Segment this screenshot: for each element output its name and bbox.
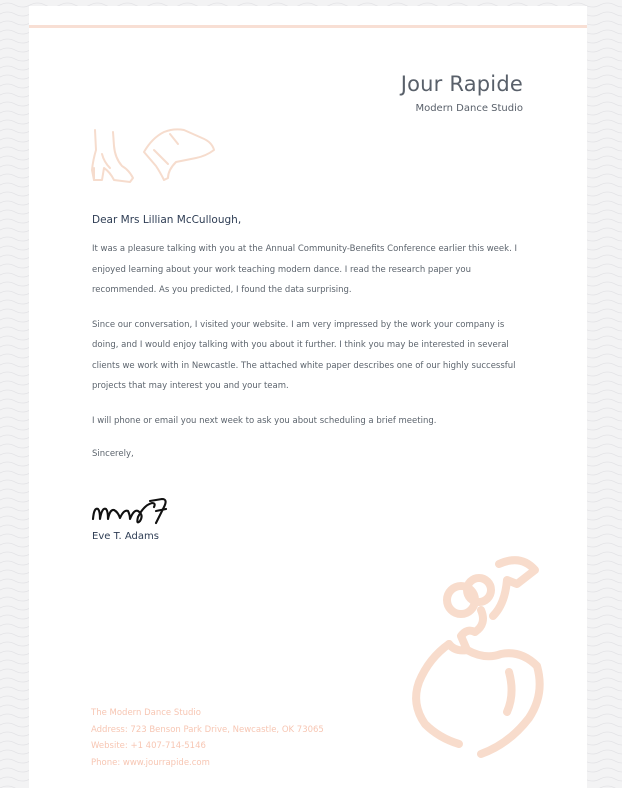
letter-paragraph: Since our conversation, I visited your website. I am very impressed by the work your company is doing, and I would enjoy talking with you about it further. I think you may be interested in several clients we work with in Newcastle. The attached white paper describes one of our highly successful projects that may interest you and your team. xyxy=(92,319,516,391)
brand-name: Jour Rapide xyxy=(400,72,523,96)
top-accent-rule xyxy=(29,25,587,28)
letter-body xyxy=(92,214,532,459)
footer-phone: Phone: www.jourrapide.com xyxy=(91,757,210,768)
salutation: Dear Mrs Lillian McCullough, xyxy=(92,214,242,226)
letter-page xyxy=(29,6,587,788)
footer-website: Website: +1 407-714-5146 xyxy=(91,741,206,751)
footer-address: Address: 723 Benson Park Drive, Newcastle, OK 73065 xyxy=(91,724,324,735)
dancer-icon xyxy=(389,554,549,764)
closing: Sincerely, xyxy=(92,449,134,459)
signature-icon xyxy=(90,495,176,529)
footer-contact xyxy=(91,705,324,771)
letter-paragraph: It was a pleasure talking with you at the Annual Community-Benefits Conference earlier this week. I enjoyed learning about your work teaching modern dance. I read the research paper you recommended. As you predicted, I found the data surprising. xyxy=(92,244,517,295)
footer-company: The Modern Dance Studio xyxy=(91,708,201,718)
letter-paragraph: I will phone or email you next week to ask you about scheduling a brief meeting. xyxy=(92,415,437,426)
brand-subtitle: Modern Dance Studio xyxy=(415,103,523,114)
shoes-icon xyxy=(88,120,220,190)
signer-name: Eve T. Adams xyxy=(92,531,159,542)
